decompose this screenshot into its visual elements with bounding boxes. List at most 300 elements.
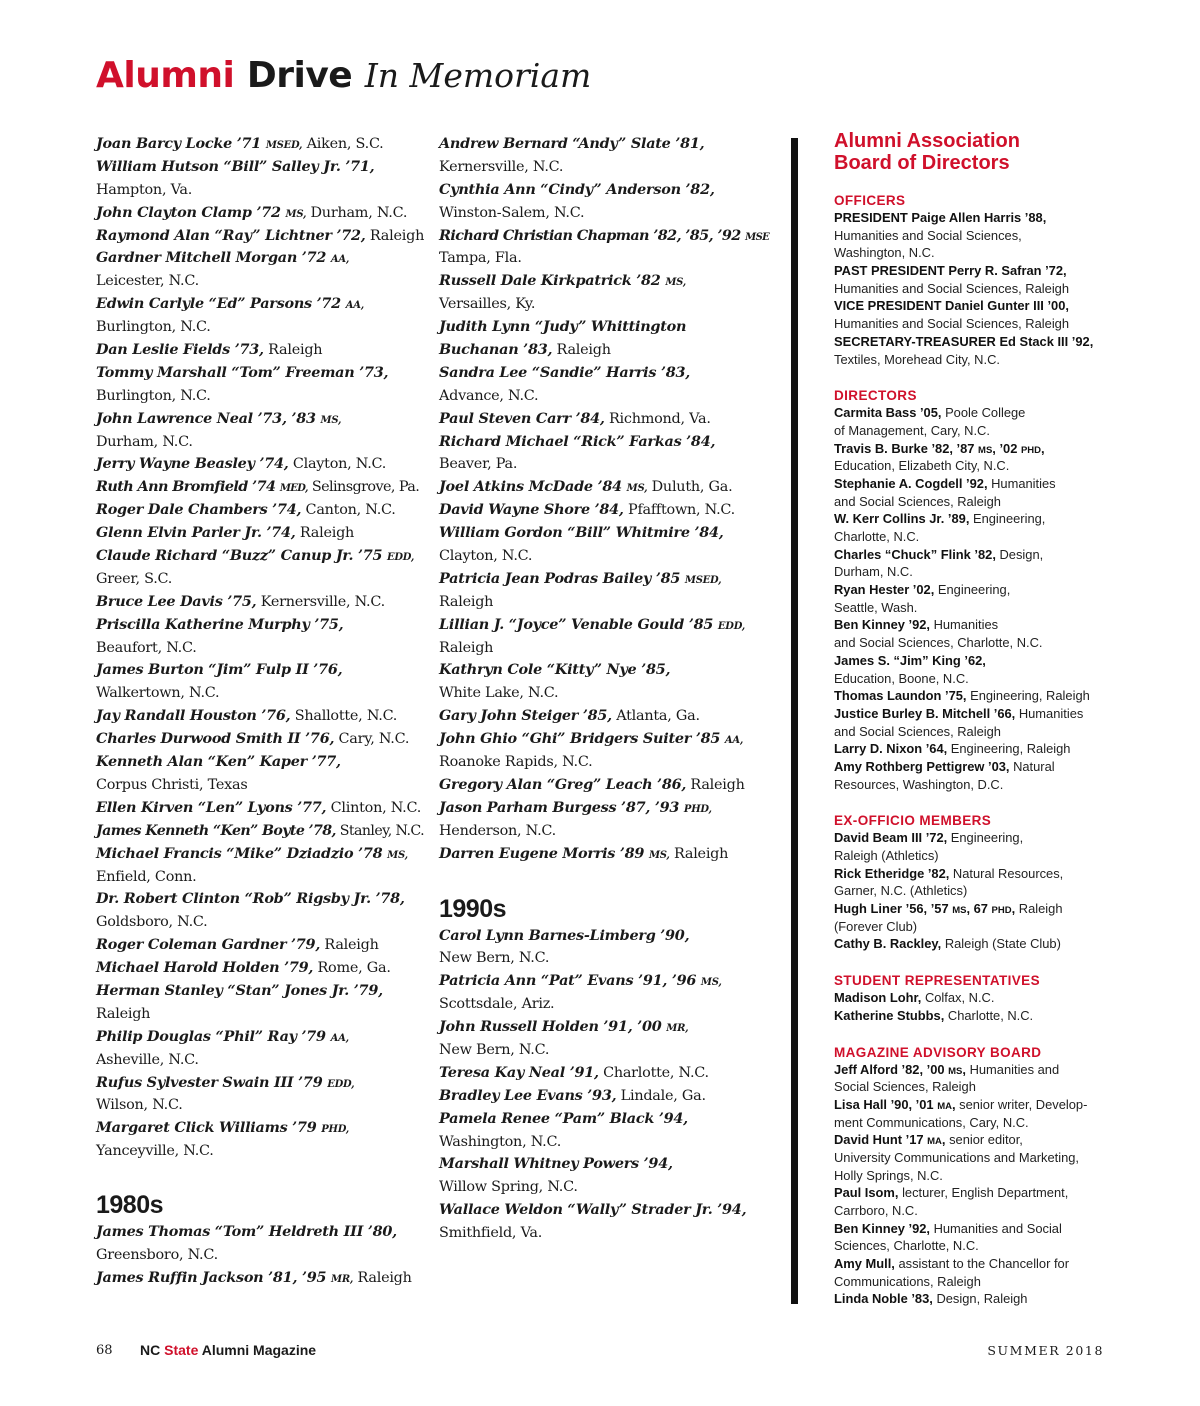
- magazine-name-state: State: [164, 1342, 199, 1358]
- obituary-line: [96, 1072, 424, 1095]
- obituary-line: [439, 568, 769, 591]
- obituary-location: Smithfield, Va.: [439, 1225, 543, 1242]
- board-member-line: [834, 1237, 1124, 1255]
- obituary-location: Scottsdale, Ariz.: [439, 996, 555, 1013]
- member-name: Madison Lohr,: [834, 990, 922, 1006]
- board-member-line: [834, 528, 1124, 546]
- magazine-name-nc: NC: [140, 1342, 165, 1358]
- obituary-name: Herman Stanley “Stan” Jones Jr. ’79,: [96, 981, 383, 999]
- obituary-line: [439, 293, 769, 316]
- obituary-line: [439, 1176, 769, 1199]
- degree-abbr: PHD: [1020, 444, 1042, 456]
- member-detail: lecturer, English Department,: [898, 1185, 1069, 1201]
- title-drive: Drive: [246, 55, 353, 96]
- board-member-line: [834, 1114, 1124, 1132]
- obituary-name: Russell Dale Kirkpatrick ’82: [439, 272, 666, 290]
- member-detail: Holly Springs, N.C.: [834, 1167, 943, 1183]
- obituary-name: John Clayton Clamp ’72: [96, 203, 286, 221]
- member-detail: of Management, Cary, N.C.: [834, 422, 990, 438]
- member-detail: Humanities and Social Sciences,: [834, 227, 1022, 243]
- member-name: Stephanie A. Cogdell ’92,: [834, 475, 988, 491]
- section-gap: [439, 866, 769, 893]
- obituary-location: Duluth, Ga.: [647, 479, 733, 496]
- obituary-line: [439, 947, 769, 970]
- board-member-line: [834, 652, 1124, 670]
- obituary-name: Glenn Elvin Parler Jr. ’74,: [96, 524, 296, 542]
- obituary-location: Stanley, N.C.: [335, 822, 425, 839]
- obituary-name: Dan Leslie Fields ’73,: [96, 341, 264, 359]
- board-member-line: [834, 493, 1124, 511]
- section-heading: STUDENT REPRESENTATIVES: [834, 973, 1040, 989]
- obituary-name: Andrew Bernard “Andy” Slate ’81,: [439, 135, 705, 152]
- obituary-line: [96, 659, 424, 682]
- obituary-line: [96, 362, 424, 385]
- member-detail: ment Communications, Cary, N.C.: [834, 1114, 1029, 1130]
- member-name-part: ,: [962, 1061, 966, 1077]
- sidebar-title-line-1: Alumni Association: [834, 130, 1020, 152]
- obituary-line: [439, 1108, 769, 1131]
- degree-abbr: MSED,: [684, 574, 722, 586]
- obituary-line: [96, 453, 424, 476]
- obituary-name: James Thomas “Tom” Heldreth III ’80,: [96, 1223, 397, 1241]
- member-name: Ben Kinney ’92,: [834, 617, 930, 633]
- obituary-location: Beaufort, N.C.: [96, 639, 197, 656]
- degree-abbr: PHD,: [683, 803, 712, 815]
- board-member-line: [834, 829, 1124, 847]
- obituary-line: [96, 476, 424, 499]
- obituary-line: [96, 156, 424, 179]
- board-member-line: [834, 581, 1124, 599]
- board-member-line: [834, 262, 1124, 280]
- obituary-line: [439, 408, 769, 431]
- column-divider: [791, 138, 798, 1304]
- obituary-line: [96, 980, 424, 1003]
- obituary-location: Clayton, N.C.: [288, 456, 387, 473]
- obituary-name: Michael Francis “Mike” Dziadzio ’78: [96, 844, 388, 862]
- section-gap: [96, 1163, 424, 1189]
- obituary-line: [96, 431, 424, 454]
- obituary-name: Kenneth Alan “Ken” Kaper ’77,: [96, 753, 341, 771]
- obituary-location: Durham, N.C.: [306, 204, 408, 221]
- obituary-location: Goldsboro, N.C.: [96, 914, 208, 931]
- memoriam-column-1: [96, 133, 424, 1290]
- obituary-location: Leicester, N.C.: [96, 273, 199, 290]
- obituary-line: [439, 925, 769, 948]
- obituary-location: Atlanta, Ga.: [611, 708, 700, 725]
- obituary-name: Priscilla Katherine Murphy ’75,: [96, 615, 344, 633]
- obituary-line: [96, 568, 424, 591]
- obituary-location: Asheville, N.C.: [96, 1051, 199, 1068]
- obituary-location: Durham, N.C.: [96, 433, 193, 450]
- obituary-line: [439, 637, 769, 660]
- obituary-name: Joan Barcy Locke ’71: [96, 135, 266, 152]
- obituary-line: [439, 1222, 769, 1245]
- obituary-location: New Bern, N.C.: [439, 950, 550, 967]
- board-member-line: [834, 422, 1124, 440]
- obituary-location: Raleigh: [96, 1005, 151, 1022]
- obituary-name: Judith Lynn “Judy” Whittington: [439, 318, 687, 336]
- obituary-name: Edwin Carlyle “Ed” Parsons ’72: [96, 295, 346, 313]
- obituary-line: [96, 1244, 424, 1267]
- obituary-name: John Ghio “Ghi” Bridgers Suiter ’85: [439, 730, 725, 748]
- obituary-name: Patricia Ann “Pat” Evans ’91, ’96: [439, 972, 701, 990]
- obituary-location: Washington, N.C.: [439, 1133, 562, 1150]
- member-detail: Raleigh (Athletics): [834, 848, 939, 863]
- obituary-line: [96, 293, 424, 316]
- member-name: Amy Mull,: [834, 1256, 895, 1272]
- member-detail: Sciences, Charlotte, N.C.: [834, 1238, 979, 1254]
- obituary-line: [439, 797, 769, 820]
- degree-abbr: MS,: [648, 849, 670, 861]
- board-member-line: [834, 687, 1124, 705]
- member-detail: University Communications and Marketing,: [834, 1149, 1080, 1165]
- degree-abbr: MS: [952, 905, 967, 917]
- member-detail: (Forever Club): [834, 918, 918, 934]
- obituary-name: Roger Coleman Gardner ’79,: [96, 936, 321, 954]
- obituary-line: [439, 545, 769, 568]
- board-member-line: [834, 1290, 1124, 1308]
- obituary-name: Joel Atkins McDade ’84: [439, 478, 627, 496]
- board-member-line: [834, 1202, 1124, 1220]
- obituary-line: [439, 156, 769, 179]
- obituary-line: [439, 431, 769, 454]
- member-detail: and Social Sciences, Raleigh: [834, 493, 1001, 509]
- degree-abbr: MS,: [387, 849, 408, 861]
- member-name: Lisa Hall ’90, ’01: [834, 1096, 938, 1112]
- obituary-line: [439, 270, 769, 293]
- board-member-line: [834, 776, 1124, 794]
- obituary-location: Aiken, S.C.: [302, 136, 384, 152]
- obituary-location: Pfafftown, N.C.: [623, 502, 736, 519]
- obituary-location: Kernersville, N.C.: [439, 158, 564, 175]
- board-member-line: [834, 616, 1124, 634]
- issue-date: SUMMER 2018: [987, 1343, 1104, 1358]
- board-member-line: [834, 297, 1124, 315]
- member-detail: senior editor,: [945, 1132, 1023, 1148]
- degree-abbr: EDD,: [387, 552, 415, 564]
- obituary-name: Roger Dale Chambers ’74,: [96, 501, 302, 519]
- member-detail: Natural: [1009, 758, 1055, 774]
- member-detail: Natural Resources,: [949, 865, 1064, 881]
- obituary-line: [96, 1049, 424, 1072]
- member-name: David Beam III ’72,: [834, 830, 948, 846]
- member-name-part: ,: [1011, 901, 1016, 917]
- board-member-line: [834, 333, 1124, 351]
- obituary-location: Raleigh: [439, 593, 494, 610]
- member-detail: Textiles, Morehead City, N.C.: [834, 351, 1000, 367]
- degree-abbr: MSED,: [265, 140, 303, 151]
- magazine-name-rest: Alumni Magazine: [198, 1342, 317, 1358]
- degree-abbr: MS: [978, 444, 993, 456]
- board-member-line: [834, 989, 1124, 1007]
- degree-abbr: EDD,: [327, 1078, 355, 1090]
- member-name: PRESIDENT Paige Allen Harris ’88,: [834, 210, 1047, 225]
- obituary-line: [439, 362, 769, 385]
- degree-abbr: MS,: [320, 414, 342, 426]
- section-gap: [834, 1025, 1124, 1044]
- member-detail: Durham, N.C.: [834, 564, 913, 580]
- degree-abbr: PHD: [991, 905, 1012, 917]
- board-member-line: [834, 351, 1124, 369]
- obituary-location: Rome, Ga.: [313, 960, 391, 977]
- obituary-name: Ruth Ann Bromfield ’74: [96, 478, 280, 496]
- degree-abbr: MA: [927, 1136, 942, 1148]
- board-member-line: [834, 918, 1124, 936]
- degree-abbr: MS: [948, 1065, 963, 1077]
- board-member-line: [834, 758, 1124, 776]
- obituary-line: [96, 797, 424, 820]
- member-name: Ben Kinney ’92,: [834, 1220, 930, 1236]
- obituary-name: Dr. Robert Clinton “Rob” Rigsby Jr. ’78,: [96, 890, 405, 908]
- member-detail: Engineering,: [969, 511, 1046, 527]
- obituary-name: Jason Parham Burgess ’87, ’93: [439, 798, 684, 816]
- board-member-line: [834, 244, 1124, 262]
- board-member-line: [834, 1255, 1124, 1273]
- board-member-line: [834, 315, 1124, 333]
- obituary-line: [96, 316, 424, 339]
- obituary-line: [96, 614, 424, 637]
- obituary-location: Greer, S.C.: [96, 570, 173, 587]
- obituary-name: William Hutson “Bill” Salley Jr. ’71,: [96, 157, 375, 175]
- decade-heading: 1980s: [96, 1191, 164, 1220]
- obituary-line: [96, 934, 424, 957]
- page-footer: [0, 1343, 1200, 1365]
- degree-abbr: AA,: [330, 1032, 349, 1044]
- obituary-location: Raleigh: [552, 342, 611, 359]
- obituary-name: Rufus Sylvester Swain III ’79: [96, 1073, 328, 1091]
- obituary-line: [439, 1016, 769, 1039]
- obituary-location: Burlington, N.C.: [96, 387, 211, 404]
- obituary-name: John Lawrence Neal ’73, ’83: [96, 409, 321, 427]
- obituary-name: James Kenneth “Ken” Boyte ’78,: [96, 821, 336, 839]
- obituary-location: Walkertown, N.C.: [96, 685, 220, 702]
- magazine-name: [140, 1342, 316, 1358]
- degree-abbr: MS,: [626, 483, 648, 495]
- board-member-line: [834, 1273, 1124, 1291]
- obituary-name: Buchanan ’83,: [439, 341, 553, 359]
- obituary-line: [96, 911, 424, 934]
- member-detail: Education, Boone, N.C.: [834, 670, 969, 686]
- member-name: Amy Rothberg Pettigrew ’03,: [834, 758, 1010, 774]
- obituary-location: Clayton, N.C.: [439, 548, 533, 565]
- obituary-line: [96, 866, 424, 889]
- obituary-line: [439, 453, 769, 476]
- obituary-line: [439, 682, 769, 705]
- degree-abbr: MA: [937, 1100, 952, 1112]
- member-name: Travis B. Burke ’82, ’87: [834, 440, 979, 456]
- obituary-line: [96, 385, 424, 408]
- member-name: James S. “Jim” King ’62,: [834, 652, 986, 668]
- member-detail: Poole College: [941, 405, 1026, 421]
- obituary-line: [439, 385, 769, 408]
- obituary-line: [96, 728, 424, 751]
- obituary-line: [96, 247, 424, 270]
- obituary-name: John Russell Holden ’91, ’00: [439, 1018, 667, 1036]
- member-detail: Humanities: [1015, 705, 1084, 721]
- obituary-location: Versailles, Ky.: [439, 296, 536, 313]
- obituary-name: Kathryn Cole “Kitty” Nye ’85,: [439, 661, 671, 679]
- obituary-line: [96, 1003, 424, 1026]
- board-member-line: [834, 935, 1124, 953]
- member-detail: Humanities: [930, 617, 999, 633]
- obituary-line: [96, 751, 424, 774]
- obituary-location: Raleigh: [353, 1269, 412, 1286]
- board-member-line: [834, 1061, 1124, 1079]
- board-member-line: [834, 1096, 1124, 1114]
- board-member-line: [834, 1078, 1124, 1096]
- board-list: [834, 174, 1124, 1308]
- obituary-line: [439, 774, 769, 797]
- member-detail: senior writer, Develop-: [955, 1096, 1088, 1112]
- obituary-line: [96, 591, 424, 614]
- board-member-line: [834, 882, 1124, 900]
- board-member-line: [834, 227, 1124, 245]
- obituary-line: [96, 179, 424, 202]
- member-detail: Garner, N.C. (Athletics): [834, 883, 968, 899]
- obituary-location: Raleigh: [686, 776, 745, 793]
- member-name: Thomas Laundon ’75,: [834, 688, 967, 704]
- obituary-name: Marshall Whitney Powers ’94,: [439, 1155, 673, 1173]
- degree-abbr: MS,: [700, 977, 722, 989]
- obituary-location: Raleigh: [669, 845, 729, 862]
- obituary-name: Gary John Steiger ’85,: [439, 707, 612, 725]
- member-detail: Humanities and: [965, 1061, 1060, 1077]
- obituary-name: Teresa Kay Neal ’91,: [439, 1063, 599, 1081]
- obituary-location: Winston-Salem, N.C.: [439, 204, 585, 221]
- section-heading: OFFICERS: [834, 193, 906, 208]
- obituary-line: [439, 1085, 769, 1108]
- board-member-line: [834, 1220, 1124, 1238]
- board-member-line: [834, 1184, 1124, 1202]
- obituary-location: Shallotte, N.C.: [290, 708, 398, 725]
- obituary-location: Raleigh: [439, 639, 494, 656]
- obituary-name: Philip Douglas “Phil” Ray ’79: [96, 1027, 331, 1045]
- member-name: Paul Isom,: [834, 1185, 899, 1201]
- member-detail: and Social Sciences, Raleigh: [834, 723, 1001, 739]
- member-name-part: ,: [1041, 440, 1045, 456]
- obituary-name: Raymond Alan “Ray” Lichtner ’72,: [96, 226, 366, 244]
- obituary-line: [96, 774, 424, 797]
- member-detail: Education, Elizabeth City, N.C.: [834, 458, 1010, 474]
- obituary-line: [96, 1267, 424, 1290]
- obituary-line: [439, 751, 769, 774]
- obituary-line: [439, 225, 769, 248]
- section-gap: [834, 368, 1124, 387]
- obituary-line: [439, 1153, 769, 1176]
- board-member-line: [834, 404, 1124, 422]
- obituary-name: Jay Randall Houston ’76,: [96, 707, 291, 725]
- obituary-name: Jerry Wayne Beasley ’74,: [96, 455, 289, 473]
- obituary-line: [96, 843, 424, 866]
- member-detail: Engineering, Raleigh: [966, 688, 1090, 704]
- obituary-location: Tampa, Fla.: [439, 250, 522, 267]
- obituary-name: James Burton “Jim” Fulp II ’76,: [96, 661, 343, 679]
- member-name: Cathy B. Rackley,: [834, 936, 942, 952]
- member-detail: Humanities and Social Sciences, Raleigh: [834, 280, 1070, 296]
- obituary-name: Carol Lynn Barnes-Limberg ’90,: [439, 926, 690, 944]
- member-name-part: ,: [951, 1096, 956, 1112]
- board-member-line: [834, 440, 1124, 458]
- obituary-line: [96, 957, 424, 980]
- obituary-location: Yanceyville, N.C.: [96, 1143, 214, 1160]
- obituary-name: William Gordon “Bill” Whitmire ’84,: [439, 524, 724, 542]
- obituary-name: Bruce Lee Davis ’75,: [96, 592, 257, 610]
- degree-abbr: MS,: [665, 277, 686, 289]
- section-heading: MAGAZINE ADVISORY BOARD: [834, 1044, 1042, 1060]
- obituary-name: Tommy Marshall “Tom” Freeman ’73,: [96, 363, 389, 381]
- board-member-line: [834, 1167, 1124, 1185]
- member-detail: Raleigh (State Club): [941, 936, 1061, 952]
- member-name: Justice Burley B. Mitchell ’66,: [834, 705, 1016, 721]
- obituary-line: [96, 1140, 424, 1163]
- board-member-line: [834, 475, 1124, 493]
- member-name: Ryan Hester ’02,: [834, 582, 935, 598]
- board-member-line: [834, 865, 1124, 883]
- memoriam-column-2: [439, 133, 769, 1245]
- obituary-location: Enfield, Conn.: [96, 868, 197, 885]
- board-member-line: [834, 1131, 1124, 1149]
- degree-abbr: AA,: [330, 254, 350, 266]
- member-detail: Washington, N.C.: [834, 245, 935, 261]
- obituary-line: [439, 993, 769, 1016]
- obituary-line: [439, 133, 769, 156]
- member-name: VICE PRESIDENT Daniel Gunter III ’00,: [834, 298, 1069, 314]
- obituary-name: Sandra Lee “Sandie” Harris ’83,: [439, 363, 690, 381]
- board-member-line: [834, 740, 1124, 758]
- member-detail: Humanities: [987, 475, 1056, 491]
- obituary-line: [96, 270, 424, 293]
- obituary-location: Greensboro, N.C.: [96, 1246, 218, 1263]
- obituary-location: Raleigh: [320, 937, 379, 954]
- obituary-line: [439, 339, 769, 362]
- board-member-line: [834, 705, 1124, 723]
- section-heading: DIRECTORS: [834, 388, 917, 404]
- obituary-name: Pamela Renee “Pam” Black ’94,: [439, 1109, 688, 1127]
- obituary-line: [439, 728, 769, 751]
- board-member-line: [834, 634, 1124, 652]
- obituary-name: David Wayne Shore ’84,: [439, 501, 624, 519]
- obituary-line: [96, 1221, 424, 1244]
- member-detail: Communications, Raleigh: [834, 1273, 981, 1289]
- obituary-location: Raleigh: [295, 525, 355, 542]
- member-name: Jeff Alford ’82, ’00: [834, 1061, 949, 1077]
- degree-abbr: EDD,: [717, 620, 746, 632]
- obituary-name: Paul Steven Carr ’84,: [439, 409, 605, 427]
- obituary-line: [96, 339, 424, 362]
- obituary-line: [439, 1062, 769, 1085]
- obituary-name: Richard Michael “Rick” Farkas ’84,: [439, 432, 716, 450]
- member-detail: Seattle, Wash.: [834, 599, 918, 615]
- obituary-line: [439, 1199, 769, 1222]
- board-member-line: [834, 723, 1124, 741]
- member-detail: Colfax, N.C.: [921, 990, 995, 1006]
- obituary-location: Beaver, Pa.: [439, 456, 518, 473]
- obituary-location: Lindale, Ga.: [616, 1087, 706, 1104]
- member-name: Charles “Chuck” Flink ’82,: [834, 546, 996, 562]
- obituary-name: Cynthia Ann “Cindy” Anderson ’82,: [439, 180, 715, 198]
- member-detail: Design,: [995, 546, 1044, 562]
- obituary-line: [96, 499, 424, 522]
- obituary-line: [439, 659, 769, 682]
- member-name-part: , ’02: [992, 440, 1021, 456]
- degree-abbr: MR,: [666, 1023, 689, 1035]
- page-title: [96, 52, 591, 99]
- member-detail: Humanities and Social Sciences, Raleigh: [834, 316, 1070, 332]
- obituary-name: Wallace Weldon “Wally” Strader Jr. ’94,: [439, 1201, 747, 1219]
- member-detail: Carrboro, N.C.: [834, 1203, 918, 1218]
- obituary-line: [96, 133, 424, 156]
- section-heading: EX-OFFICIO MEMBERS: [834, 813, 992, 829]
